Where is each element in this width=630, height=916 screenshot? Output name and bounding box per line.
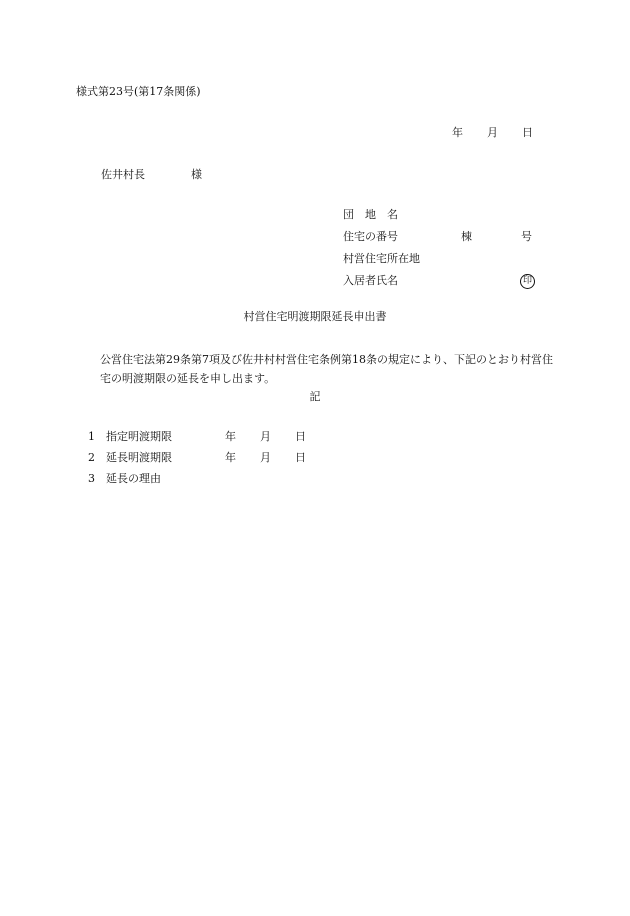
recipient-name: 佐井村長 [101,168,145,181]
form-number: 様式第23号(第17条関係) [76,85,201,98]
item-label: 指定明渡期限 [106,430,172,443]
item-day: 日 [295,430,306,443]
item-designated-deadline [88,430,306,451]
item-date [225,430,306,444]
item-year: 年 [225,451,236,464]
item-extended-deadline [88,451,306,472]
date-line [452,126,533,140]
recipient-honorific: 様 [191,168,202,181]
item-month: 月 [260,451,271,464]
house-number-row [343,230,532,252]
body-text [88,350,558,388]
number-label: 号 [521,230,532,243]
house-number-label: 住宅の番号 [343,230,398,243]
complex-row [343,208,420,230]
applicant-block [343,208,532,296]
items-list [88,430,306,493]
building-label: 棟 [461,230,472,243]
seal-mark: 印 [520,274,535,289]
item-extension-reason [88,472,172,493]
document-title: 村営住宅明渡期限延長申出書 [243,310,387,323]
item-number: 3 [88,472,95,485]
item-day: 日 [295,451,306,464]
complex-label: 団 地 名 [343,208,398,221]
item-year: 年 [225,430,236,443]
body-paragraph: 公営住宅法第29条第7項及び佐井村村営住宅条例第18条の規定により、下記のとおり村営住宅の明渡期限の延長を申し出ます。 [100,353,553,385]
recipient [101,168,202,182]
date-year: 年 [452,126,463,139]
item-label: 延長明渡期限 [106,451,172,464]
ki-heading: 記 [309,390,321,403]
item-date [225,451,306,465]
resident-row [343,274,532,296]
address-row [343,252,420,274]
resident-label: 入居者氏名 [343,274,398,287]
item-label: 延長の理由 [106,472,161,485]
item-number: 2 [88,451,95,464]
date-day: 日 [522,126,533,139]
item-number: 1 [88,430,95,443]
address-label: 村営住宅所在地 [343,252,420,265]
item-month: 月 [260,430,271,443]
date-month: 月 [487,126,498,139]
